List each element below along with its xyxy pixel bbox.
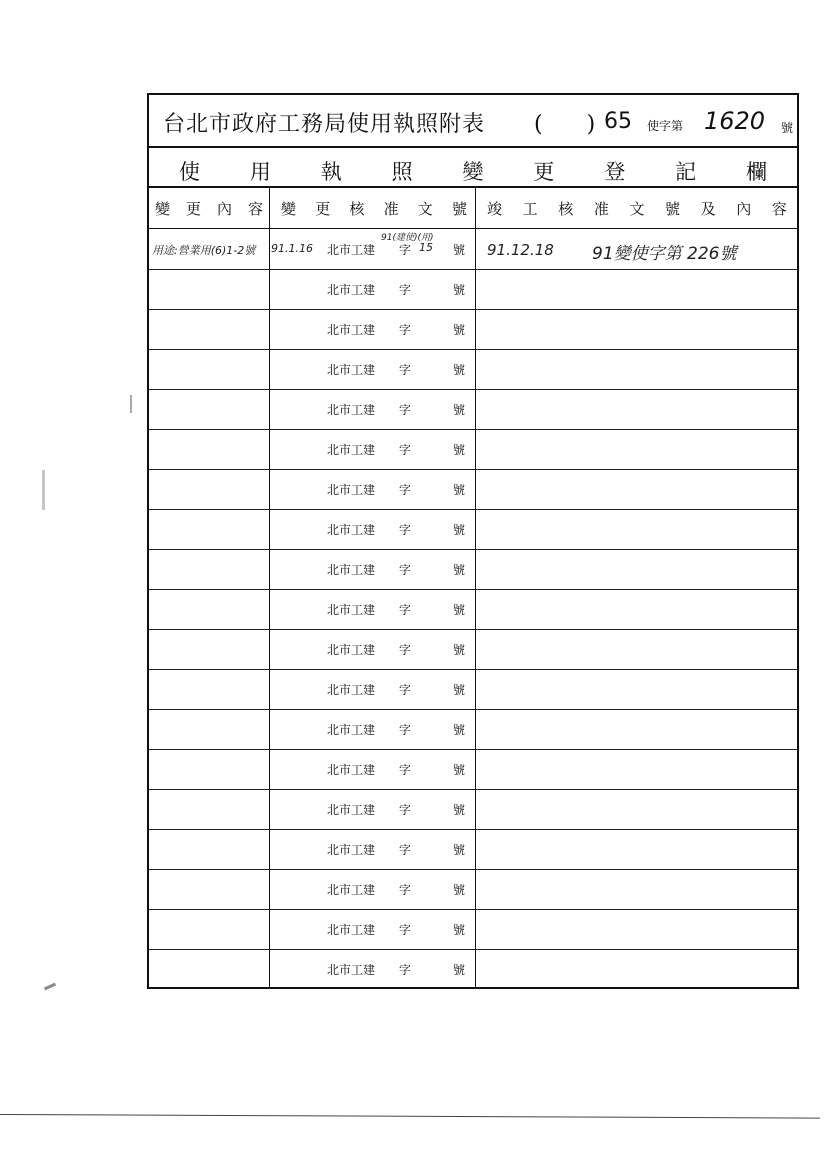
approval-suffix: 號 [453,843,466,857]
approval-superscript: 91(建使)(用) [381,233,434,243]
section-title [179,156,767,186]
title-paren: ( ) [534,112,596,137]
approval-suffix: 號 [453,243,466,257]
approval-char: 字 [399,603,412,617]
header-char: 號 [451,200,467,218]
approval-char: 字 [399,643,412,657]
approval-suffix: 號 [453,443,466,457]
form-title: 台北市政府工務局使用執照附表 [163,112,486,137]
approval-char: 字 [399,523,412,537]
license-prefix: 使字第 [647,119,684,133]
section-title-char: 欄 [746,160,767,184]
approval-prefix: 北市工建 [327,243,376,257]
header-char: 內 [736,200,752,218]
table-row [149,949,797,989]
approval-suffix: 號 [453,603,466,617]
approval-prefix: 北市工建 [327,323,376,337]
approval-prefix: 北市工建 [327,923,376,937]
header-char: 更 [185,200,201,218]
approval-suffix: 號 [453,323,466,337]
approval-char: 字 [399,363,412,377]
approval-suffix: 號 [453,283,466,297]
approval-char: 字 [399,243,412,257]
section-row [149,148,797,188]
header-completion-doc [487,188,787,229]
approval-prefix: 北市工建 [327,443,376,457]
header-char: 文 [629,200,645,218]
completion-number: 91變使字第 226號 [592,244,737,264]
table-row [149,269,797,309]
approval-suffix: 號 [453,723,466,737]
table-row [149,909,797,949]
approval-char: 字 [399,483,412,497]
header-char: 及 [700,200,716,218]
approval-prefix: 北市工建 [327,963,376,977]
scan-edge-line [0,1114,820,1119]
header-char: 容 [247,200,263,218]
table-row [149,389,797,429]
table-row [149,789,797,829]
approval-number: 15 [419,241,433,254]
approval-prefix: 北市工建 [327,643,376,657]
approval-suffix: 號 [453,483,466,497]
table-row [149,229,797,269]
completion-date: 91.12.18 [487,241,554,259]
header-char: 變 [155,200,171,218]
approval-prefix: 北市工建 [327,763,376,777]
header-char: 更 [315,200,331,218]
approval-prefix: 北市工建 [327,723,376,737]
approval-char: 字 [399,563,412,577]
header-change-content [155,188,263,229]
approval-char: 字 [399,923,412,937]
approval-char: 字 [399,323,412,337]
table-row [149,549,797,589]
table-row [149,709,797,749]
header-char: 竣 [487,200,503,218]
section-title-char: 照 [391,160,413,184]
approval-char: 字 [399,443,412,457]
header-char: 准 [593,200,609,218]
table-row [149,829,797,869]
table-row [149,669,797,709]
header-char: 准 [383,200,399,218]
header-char: 變 [281,200,297,218]
approval-suffix: 號 [453,923,466,937]
section-title-char: 變 [462,160,484,184]
header-approval-doc [281,188,467,229]
section-title-char: 執 [320,160,342,184]
section-title-char: 更 [533,160,555,184]
approval-prefix: 北市工建 [327,683,376,697]
approval-prefix: 北市工建 [327,803,376,817]
license-number: 1620 [704,107,766,135]
approval-suffix: 號 [453,523,466,537]
approval-suffix: 號 [453,363,466,377]
table-row [149,589,797,629]
header-char: 工 [522,200,538,218]
approval-prefix: 北市工建 [327,563,376,577]
header-char: 文 [417,200,433,218]
approval-suffix: 號 [453,683,466,697]
table-row [149,429,797,469]
scan-speck [44,983,56,991]
approval-prefix: 北市工建 [327,403,376,417]
approval-date: 91.1.16 [271,242,313,255]
approval-char: 字 [399,683,412,697]
approval-char: 字 [399,803,412,817]
approval-char: 字 [399,403,412,417]
approval-suffix: 號 [453,803,466,817]
approval-char: 字 [399,763,412,777]
table-row [149,509,797,549]
change-content: 用途:營業用(6)1-2號 [152,244,256,257]
table-row [149,309,797,349]
section-title-char: 記 [675,160,697,184]
approval-prefix: 北市工建 [327,883,376,897]
table-row [149,469,797,509]
approval-suffix: 號 [453,963,466,977]
header-char: 容 [771,200,787,218]
approval-prefix: 北市工建 [327,363,376,377]
header-char: 核 [349,200,365,218]
approval-prefix: 北市工建 [327,483,376,497]
table-row [149,749,797,789]
approval-suffix: 號 [453,763,466,777]
license-suffix: 號 [781,121,794,135]
header-char: 核 [558,200,574,218]
scan-speck [42,470,45,510]
approval-char: 字 [399,283,412,297]
section-title-char: 使 [179,160,200,184]
header-char: 號 [665,200,681,218]
table-row [149,869,797,909]
title-row [149,95,797,148]
approval-char: 字 [399,883,412,897]
scan-speck [130,395,132,413]
approval-prefix: 北市工建 [327,843,376,857]
approval-char: 字 [399,723,412,737]
license-form [147,93,799,989]
table-row [149,629,797,669]
approval-suffix: 號 [453,563,466,577]
approval-suffix: 號 [453,643,466,657]
approval-suffix: 號 [453,883,466,897]
column-header-row [149,188,797,229]
header-char: 內 [216,200,232,218]
approval-suffix: 號 [453,403,466,417]
section-title-char: 登 [604,160,626,184]
approval-prefix: 北市工建 [327,283,376,297]
approval-prefix: 北市工建 [327,523,376,537]
approval-char: 字 [399,843,412,857]
approval-prefix: 北市工建 [327,603,376,617]
license-year: 65 [604,109,632,134]
section-title-char: 用 [249,160,271,184]
table-row [149,349,797,389]
approval-char: 字 [399,963,412,977]
